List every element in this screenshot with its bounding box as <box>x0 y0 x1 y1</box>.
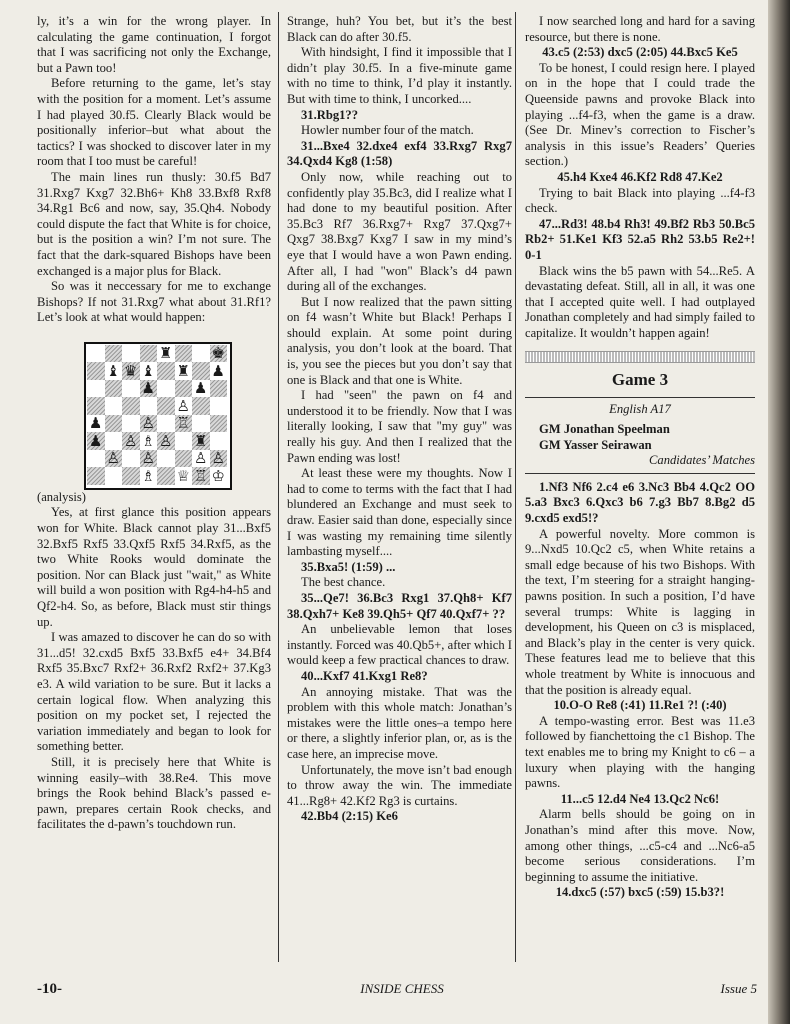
issue-label: Issue 5 <box>720 981 757 996</box>
paragraph: A tempo-wasting error. Best was 11.e3 followed by fianchettoing the c1 Bishop. The text enables me to bring my Knight to c6 – a luxury when playing with the hanging pawns. <box>525 713 755 791</box>
board-square <box>87 362 105 380</box>
board-square <box>87 450 105 468</box>
board-square <box>157 450 175 468</box>
board-square <box>122 467 140 485</box>
board-square <box>105 345 123 363</box>
move-line: 43.c5 (2:53) dxc5 (2:05) 44.Bxc5 Ke5 <box>542 45 738 60</box>
move-line: 45.h4 Kxe4 46.Kf2 Rd8 47.Ke2 <box>557 169 723 184</box>
paragraph: A powerful novelty. More common is 9...Nxd5 10.Qc2 c5, when White retains a small edge because of his two Bishops. With the text, I’m steering for a straight hanging-pawns position. In such a position, I’d have several trumps: White is lagging in development, his Queen on c3 is misplaced, and Black’s play in the center is very quick. These features lead me to believe that this whole treatment by White is innocuous and that the position is already equal. <box>525 526 755 697</box>
chess-piece-square: ♟ <box>87 415 105 433</box>
chess-piece-square: ♚ <box>210 345 228 363</box>
paragraph: Strange, huh? You bet, but it’s the best Black can do after 30.f5. <box>287 14 512 44</box>
board-square <box>210 432 228 450</box>
chess-piece-square: ♝ <box>140 362 158 380</box>
chess-piece-square: ♜ <box>175 362 193 380</box>
board-square <box>192 345 210 363</box>
chess-board <box>87 345 229 485</box>
black-player: GM Yasser Seirawan <box>539 437 652 452</box>
chess-piece-square: ♜ <box>157 345 175 363</box>
page-number: -10- <box>37 981 62 997</box>
move-line: 40...Kxf7 41.Kxg1 Re8? <box>301 668 428 683</box>
chess-piece-square: ♙ <box>140 415 158 433</box>
chess-piece-square: ♛ <box>122 362 140 380</box>
board-square <box>87 397 105 415</box>
chess-piece-square: ♕ <box>175 467 193 485</box>
board-square <box>175 432 193 450</box>
paragraph: Black wins the b5 pawn with 54...Re5. A devastating defeat. Still, all in all, it was one that I accepted quite well. I had outplayed Jonathan completely and had simply failed to capitalize. It wouldn’t happen again! <box>525 263 755 340</box>
board-square <box>157 397 175 415</box>
move-line: 31.Rbg1?? <box>301 107 359 122</box>
chess-piece-square: ♙ <box>192 450 210 468</box>
chess-piece-square: ♙ <box>105 450 123 468</box>
move-line: 14.dxc5 (:57) bxc5 (:59) 15.b3?! <box>555 885 725 900</box>
paragraph: With hindsight, I find it impossible that I didn’t play 30.f5. In a five-minute game with no time to think, I’d play it instantly. But with time to think, I uncorked.... <box>287 45 512 106</box>
paragraph: So was it neccessary for me to exchange Bishops? If not 31.Rxg7 what about 31.Rf1? Let’s look at what would happen: <box>37 279 271 325</box>
board-square <box>140 397 158 415</box>
board-square <box>175 380 193 398</box>
board-square <box>175 345 193 363</box>
column-rule <box>278 12 279 962</box>
paragraph: Howler number four of the match. <box>301 123 474 138</box>
board-square <box>210 380 228 398</box>
board-square <box>192 362 210 380</box>
paragraph: At least these were my thoughts. Now I had to come to terms with the fact that I had blundered an Exchange and must seek to draw. Easier said than done, especially since I was wasting my remaining time silently lambasting myself.... <box>287 466 512 559</box>
chess-piece-square: ♙ <box>122 432 140 450</box>
board-square <box>87 345 105 363</box>
column-2 <box>287 14 512 825</box>
column-1 <box>37 14 271 833</box>
chess-piece-square: ♙ <box>175 397 193 415</box>
section-divider <box>525 351 755 363</box>
board-square <box>87 380 105 398</box>
column-3 <box>525 14 755 901</box>
board-square <box>122 450 140 468</box>
board-square <box>105 432 123 450</box>
chess-piece-square: ♖ <box>192 467 210 485</box>
board-square <box>122 397 140 415</box>
paragraph: But I now realized that the pawn sitting on f4 wasn’t White but Black! Perhaps I should explain. At some point during analysis, you don’t look at the board. That is, you see the pieces but you don’t say that one is Black and that one is White. <box>287 294 512 387</box>
board-square <box>122 345 140 363</box>
board-square <box>157 380 175 398</box>
chess-piece-square: ♝ <box>105 362 123 380</box>
move-line: 47...Rd3! 48.b4 Rh3! 49.Bf2 Rb3 50.Bc5 Rb2+ 51.Ke1 Kf3 52.a5 Rh2 53.b5 Re2+! 0-1 <box>525 216 755 262</box>
paragraph: Before returning to the game, let’s stay with the position for a moment. Let’s assume I had played 30.f5. Clearly Black would be positionally inferior–but what about the tactics? I was shocked to discover later in my room that I too must be careful! <box>37 76 271 169</box>
board-square <box>105 467 123 485</box>
paragraph: I was amazed to discover he can do so with 31...d5! 32.cxd5 Bxf5 33.Bxf5 e4+ 34.Bf4 Rxf5 35.Bxc7 Rxf2+ 36.Rxf2 Rxf2+ 37.Kg3 e3. A wild variation to be sure. But it lacks a certain logical flow. When analyzing this position on my pocket set, I rejected the variation immediately and began to look for something better. <box>37 630 271 754</box>
board-square <box>105 380 123 398</box>
page-footer <box>37 981 757 1001</box>
paragraph: Alarm bells should be going on in Jonathan’s mind after this move. Now, among other things, ...c5-c4 and ...Nc6-a5 become serious considerations. I’m beginning to assume the initiative. <box>525 807 755 884</box>
board-square <box>210 397 228 415</box>
game-title: Game 3 <box>611 370 669 390</box>
move-line: 35.Bxa5! (1:59) ... <box>301 559 396 574</box>
move-line: 1.Nf3 Nf6 2.c4 e6 3.Nc3 Bb4 4.Qc2 OO 5.a3 Bxc3 6.Qxc3 b6 7.g3 Bb7 8.Bg2 d5 9.cxd5 exd5!? <box>525 479 755 526</box>
board-square <box>192 397 210 415</box>
horizontal-rule <box>525 473 755 474</box>
move-line: 11...c5 12.d4 Ne4 13.Qc2 Nc6! <box>560 791 720 806</box>
opening-name: English A17 <box>609 402 671 417</box>
chess-piece-square: ♖ <box>175 415 193 433</box>
board-square <box>157 415 175 433</box>
paragraph: To be honest, I could resign here. I played on in the hope that I could trade the Queenside pawns and provoke Black into playing ...f4-f3, when the game is a draw. (See Dr. Minev’s correction to Fischer’s analysis in this issue’s Readers’ Queries section.) <box>525 60 755 169</box>
chess-piece-square: ♟ <box>210 362 228 380</box>
paragraph: The main lines run thusly: 30.f5 Bd7 31.Rxg7 Kxg7 32.Bh6+ Kh8 33.Bxf8 Rxf8 34.Rg1 Bc6 and now, say, 35.Qh4. Nobody could dispute the fact that White is for choice, but is the position a win? I’m not sure. The fact that the dark-squared Bishops have been exchanged is a major plus for Black. <box>37 169 271 278</box>
magazine-title: INSIDE CHESS <box>360 981 444 996</box>
move-line: 35...Qe7! 36.Bc3 Rxg1 37.Qh8+ Kf7 38.Qxh7+ Ke8 39.Qh5+ Qf7 40.Qxf7+ ?? <box>287 590 512 621</box>
paragraph: The best chance. <box>301 575 386 590</box>
chess-piece-square: ♗ <box>140 467 158 485</box>
paragraph: Yes, at first glance this position appears won for White. Black cannot play 31...Bxf5 32.Bxf5 Rxf5 33.Qxf5 Rxf5 34.Rxf5, as the two White Rooks would dominate the position. Nor can Black just "wait," as White will build a won position with Rg4-h4-h5 and Qf2-h4. So, as before, Black must stir things up. <box>37 505 271 629</box>
board-square <box>175 450 193 468</box>
board-square <box>122 380 140 398</box>
board-square <box>210 415 228 433</box>
paragraph: I now searched long and hard for a saving resource, but there is none. <box>525 14 755 44</box>
board-square <box>157 362 175 380</box>
paragraph: Only now, while reaching out to confidently play 35.Bc3, did I realize what I had done to my beautiful position. After 35.Bc3 Rf7 36.Rxg7+ Rxg7 37.Qxg7+ Qxg7 38.Bxg7 Kxg7 I saw in my mind’s eye that I would have a won Pawn ending. After all, I had "won" Black’s d4 pawn during all of the exchanges. <box>287 169 512 294</box>
horizontal-rule <box>525 397 755 398</box>
board-square <box>105 415 123 433</box>
paragraph: An annoying mistake. That was the problem with this whole match: Jonathan’s mistakes were the little ones–a tempo here or there, a slightly inferior plan, or, as is the case here, an imprecise move. <box>287 684 512 761</box>
paragraph: Trying to bait Black into playing ...f4-f3 check. <box>525 185 755 216</box>
board-square <box>87 467 105 485</box>
chess-piece-square: ♜ <box>192 432 210 450</box>
white-player: GM Jonathan Speelman <box>539 422 670 437</box>
event-name: Candidates’ Matches <box>649 453 755 468</box>
paragraph: Unfortunately, the move isn’t bad enough to throw away the win. The immediate 41...Rg8+ 42.Kf2 Rg3 is curtains. <box>287 762 512 808</box>
paragraph: Still, it is precisely here that White is winning easily–with 38.Re4. This move brings the Rook behind Black’s passed e-pawn, prepares certain Rook checks, and facilitates the d-pawn’s touchdown run. <box>37 754 271 832</box>
chess-piece-square: ♙ <box>140 450 158 468</box>
chess-piece-square: ♙ <box>157 432 175 450</box>
chess-piece-square: ♟ <box>192 380 210 398</box>
paragraph: ly, it’s a win for the wrong player. In calculating the game continuation, I forgot that I was sacrificing not only the Exchange, but a Pawn too! <box>37 14 271 75</box>
move-line: 10.O-O Re8 (:41) 11.Re1 ?! (:40) <box>553 698 727 713</box>
diagram-caption: (analysis) <box>37 489 86 504</box>
move-line: 31...Bxe4 32.dxe4 exf4 33.Rxg7 Rxg7 34.Qxd4 Kg8 (1:58) <box>287 138 512 169</box>
move-line: 42.Bb4 (2:15) Ke6 <box>301 809 398 824</box>
board-square <box>192 415 210 433</box>
chess-diagram <box>84 342 232 490</box>
chess-piece-square: ♗ <box>140 432 158 450</box>
board-square <box>140 345 158 363</box>
board-square <box>157 467 175 485</box>
chess-piece-square: ♙ <box>210 450 228 468</box>
paragraph: I had "seen" the pawn on f4 and understood it to be friendly. Now that I was literally looking, I saw that "my guy" was really his guy. And then I realized that the Pawn ending was lost! <box>287 388 512 465</box>
chess-piece-square: ♟ <box>140 380 158 398</box>
page-edge-shadow <box>768 0 790 1024</box>
column-rule <box>515 12 516 962</box>
chess-piece-square: ♟ <box>87 432 105 450</box>
board-square <box>122 415 140 433</box>
board-square <box>105 397 123 415</box>
chess-piece-square: ♔ <box>210 467 228 485</box>
paragraph: An unbelievable lemon that loses instantly. Forced was 40.Qb5+, after which I would keep a few practical chances to draw. <box>287 622 512 668</box>
